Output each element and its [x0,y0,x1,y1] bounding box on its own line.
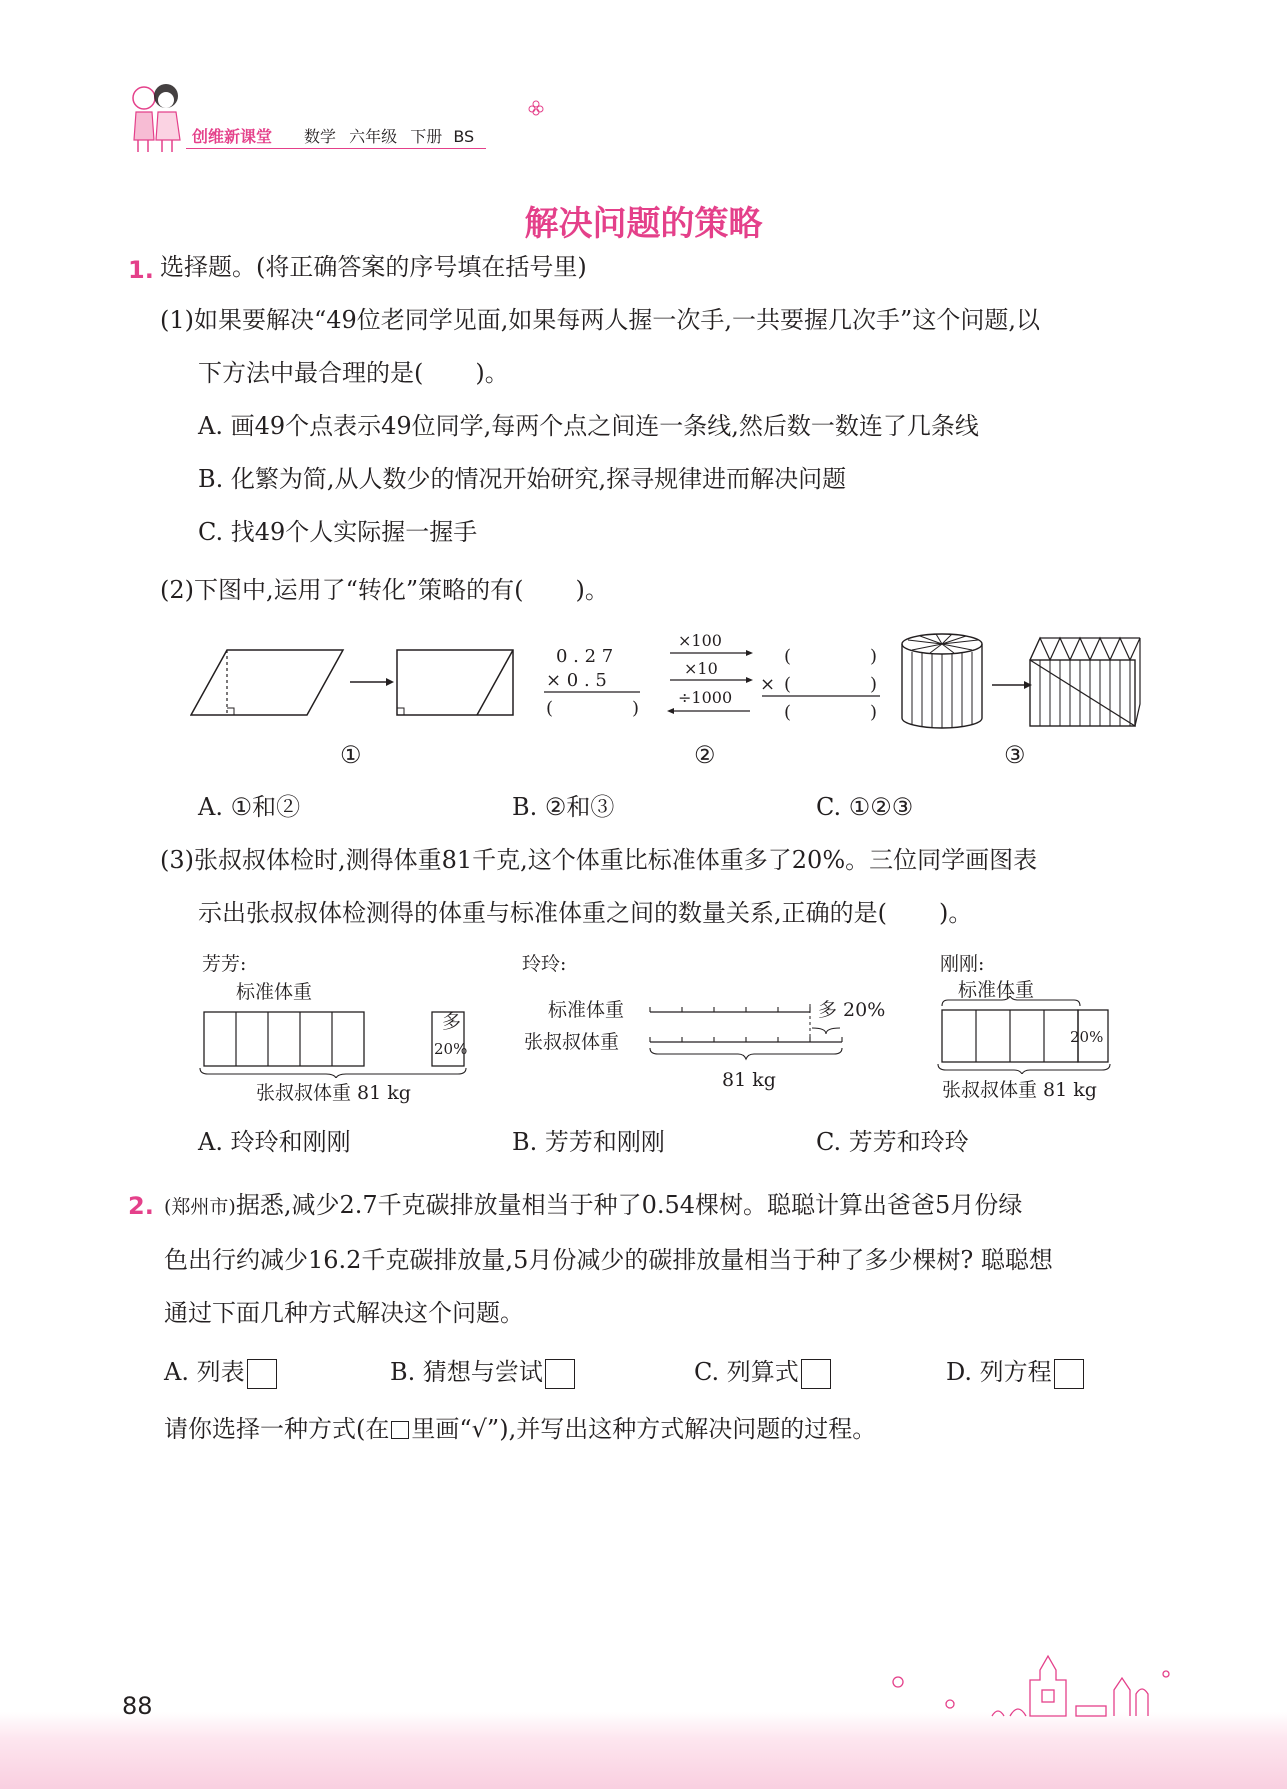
q1-part3-line2-post: )。 [939,899,973,927]
fangfang-percent-label: 20% [434,1040,468,1058]
parallelogram-shape [191,650,343,715]
lingling-extra-label: 多 20% [818,999,886,1021]
question-2-number: 2. [128,1192,154,1220]
fig2-left-close: ) [632,698,640,719]
castle-decoration-icon [880,1650,1180,1720]
q1-part3-line1: (3)张叔叔体检时,测得体重81千克,这个体重比标准体重多了20%。三位同学画图表 [160,846,1038,874]
q1-part2-option-a: A. ①和② [198,793,301,821]
q1-part1-line2 [198,358,509,388]
ganggang-percent-label: 20% [1070,1028,1104,1046]
fangfang-extra-label: 多 [442,1011,462,1033]
fig2-right-open-2: ( [784,674,792,695]
header-grade: 六年级 [349,127,398,146]
q1-part2-stem-post: )。 [575,576,609,604]
fangfang-name: 芳芳: [202,953,247,975]
header-volume: 下册 [410,127,443,146]
fig2-arrow2-label: ×10 [684,659,718,678]
fig2-left-open: ( [546,698,554,719]
question-1-instruction: 选择题。(将正确答案的序号填在括号里) [160,253,587,281]
question-2-instruction [164,1414,876,1444]
figure-label-3: ③ [1004,741,1026,769]
header-edition: BS [453,127,475,146]
lingling-row1-label: 标准体重 [548,999,625,1021]
figure-cylinder [900,630,1150,730]
figure-label-2: ② [694,741,716,769]
method-option-b-label: B. 猜想与尝试 [390,1358,543,1386]
fig2-right-open-1: ( [784,646,792,667]
q1-part1-option-c: C. 找49个人实际握一握手 [198,518,478,546]
header-subject-text: 数学 [304,127,337,146]
q1-part2-stem-pre: (2)下图中,运用了“转化”策略的有( [160,576,524,604]
q1-part1-line2-post: )。 [475,359,509,387]
fig2-arrow3-label: ÷1000 [678,688,733,707]
question-2-line3: 通过下面几种方式解决这个问题。 [164,1299,524,1327]
fig2-row2: × 0 . 5 [546,670,607,691]
method-option-a [164,1357,277,1389]
fig2-right-times: × [760,674,776,695]
method-option-d-label: D. 列方程 [946,1358,1052,1386]
question-2-instruction-pre: 请你选择一种方式(在 [164,1415,390,1443]
q1-part3-option-c: C. 芳芳和玲玲 [816,1128,969,1156]
lingling-row2-label: 张叔叔体重 [524,1031,620,1053]
q1-part3-option-b: B. 芳芳和刚刚 [512,1128,665,1156]
q1-part1-line2-pre: 下方法中最合理的是( [198,359,424,387]
header-rule [186,148,486,149]
lingling-name: 玲玲: [522,953,567,975]
q1-part3-line2-pre: 示出张叔叔体检测得的体重与标准体重之间的数量关系,正确的是( [198,899,887,927]
method-checkbox-c[interactable] [801,1359,831,1389]
method-checkbox-d[interactable] [1054,1359,1084,1389]
fig2-arrow1-label: ×100 [678,631,722,650]
lingling-lines [646,996,846,1070]
method-option-c [694,1357,831,1389]
q1-part2-option-c: C. ①②③ [816,793,914,821]
method-checkbox-b[interactable] [545,1359,575,1389]
q1-part3-line2 [198,898,972,928]
q1-part2-option-b: B. ②和③ [512,793,615,821]
fig2-right-close-1: ) [870,646,878,667]
brand-name: 创维新课堂 [192,127,273,146]
header-subject [304,124,474,147]
q1-part3-option-a: A. 玲玲和刚刚 [198,1128,351,1156]
page-title: 解决问题的策略 [524,204,763,244]
kids-logo-icon [126,78,186,156]
method-checkbox-a[interactable] [247,1359,277,1389]
fig2-row1: 0 . 2 7 [556,646,614,667]
method-option-d [946,1357,1084,1389]
figure-label-1: ① [340,741,362,769]
ganggang-standard-label: 标准体重 [958,979,1035,1001]
question-2-instruction-post: 里画“√”),并写出这种方式解决问题的过程。 [411,1415,877,1443]
ganggang-name: 刚刚: [940,953,985,975]
fangfang-standard-label: 标准体重 [236,981,313,1003]
q1-part1-line1: (1)如果要解决“49位老同学见面,如果每两人握一次手,一共要握几次手”这个问题,以 [160,306,1040,334]
fig2-right-close-2: ) [870,674,878,695]
figure-multiplication [540,628,890,728]
flower-icon [528,100,544,116]
question-2-source: (郑州市) [164,1196,236,1218]
page-number: 88 [122,1692,153,1720]
q1-part1-option-b: B. 化繁为简,从人数少的情况开始研究,探寻规律进而解决问题 [198,465,847,493]
method-option-c-label: C. 列算式 [694,1358,799,1386]
fangfang-total-label: 张叔叔体重 81 kg [256,1082,411,1104]
lingling-total-label: 81 kg [722,1069,776,1091]
question-2-line2: 色出行约减少16.2千克碳排放量,5月份减少的碳排放量相当于种了多少棵树? 聪聪想 [164,1246,1053,1274]
fig2-right-open-3: ( [784,702,792,723]
question-2-line1-text: 据悉,减少2.7千克碳排放量相当于种了0.54棵树。聪聪计算出爸爸5月份绿 [235,1191,1023,1219]
ganggang-total-label: 张叔叔体重 81 kg [942,1079,1097,1101]
method-option-b [390,1357,575,1389]
q1-part2-stem [160,575,609,605]
figure-parallelogram [190,640,520,720]
question-2-line1 [164,1190,1022,1222]
footer-band [0,1712,1287,1789]
method-option-a-label: A. 列表 [164,1358,245,1386]
q1-part1-option-a: A. 画49个点表示49位同学,每两个点之间连一条线,然后数一数连了几条线 [198,412,979,440]
question-1-number: 1. [128,256,154,284]
small-box-icon [391,1421,409,1439]
fig2-right-close-3: ) [870,702,878,723]
